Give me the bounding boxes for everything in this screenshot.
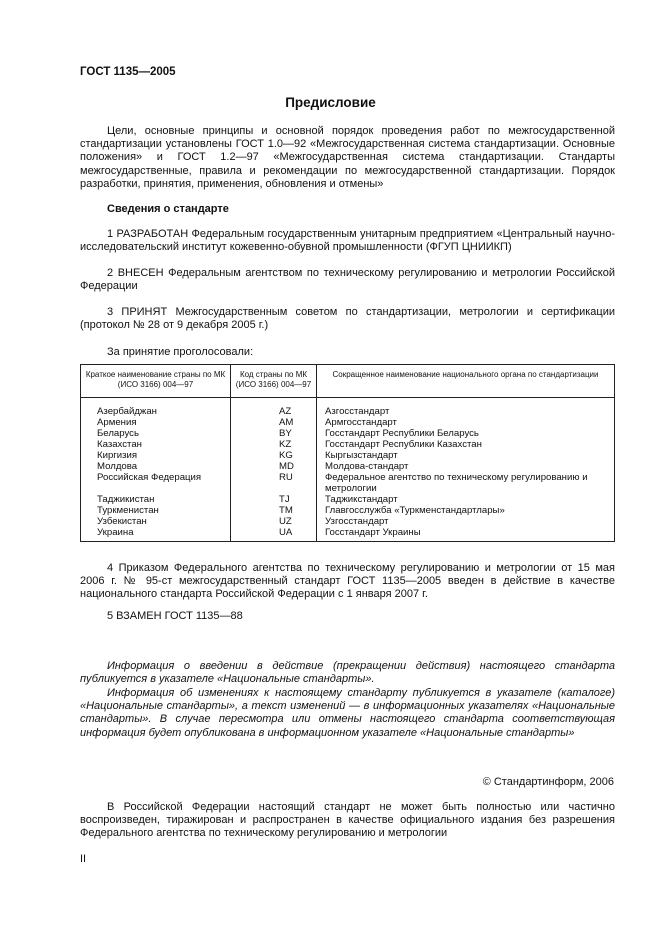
table-row bbox=[81, 494, 615, 505]
code-cell: TJ bbox=[231, 494, 317, 505]
page-number: II bbox=[80, 853, 87, 865]
intro-paragraph: Цели, основные принципы и основной порядок проведения работ по межгосударственной стандартизации установлены ГОСТ 1.0—92 «Межгосударственная система стандартизации. Основные положения» и ГОСТ 1.2—97 «Межгосударственная система стандартизации. Стандарты межгосударственные, правила и рекомендации по межгосударственной стандартизации. Порядок разработки, принятия, применения, обновления и отмены» bbox=[80, 125, 615, 190]
page-title: Предисловие bbox=[285, 95, 376, 110]
table-header-row bbox=[81, 365, 615, 398]
table-row bbox=[81, 527, 615, 542]
country-cell: Азербайджан bbox=[81, 398, 231, 418]
table-row bbox=[81, 398, 615, 418]
item-introduced: 2 ВНЕСЕН Федеральным агентством по техническому регулированию и метрологии Российской Федерации bbox=[80, 267, 615, 293]
body-cell: Азгосстандарт bbox=[317, 398, 615, 418]
code-cell: BY bbox=[231, 428, 317, 439]
country-cell: Узбекистан bbox=[81, 516, 231, 527]
country-cell: Армения bbox=[81, 417, 231, 428]
body-cell: Главгосслужба «Туркменстандартлары» bbox=[317, 505, 615, 516]
country-cell: Киргизия bbox=[81, 450, 231, 461]
code-cell: KG bbox=[231, 450, 317, 461]
item-replaces: 5 ВЗАМЕН ГОСТ 1135—88 bbox=[107, 610, 243, 622]
table-row bbox=[81, 461, 615, 472]
table-header-country: Краткое наименование страны по МК (ИСО 3166) 004—97 bbox=[81, 365, 231, 398]
code-cell: AZ bbox=[231, 398, 317, 418]
item-enacted: 4 Приказом Федерального агентства по техническому регулированию и метрологии от 15 мая 2006 г. № 95-ст межгосударственный стандарт ГОСТ 1135—2005 введен в действие в качестве национального стандарта Российской Федерации с 1 января 2007 г. bbox=[80, 562, 615, 601]
code-cell: KZ bbox=[231, 439, 317, 450]
country-cell: Беларусь bbox=[81, 428, 231, 439]
country-cell: Украина bbox=[81, 527, 231, 542]
body-cell: Госстандарт Украины bbox=[317, 527, 615, 542]
body-cell: Госстандарт Республики Беларусь bbox=[317, 428, 615, 439]
body-cell: Таджикстандарт bbox=[317, 494, 615, 505]
table-row bbox=[81, 450, 615, 461]
reproduction-notice: В Российской Федерации настоящий стандарт не может быть полностью или частично воспроизведен, тиражирован и распространен в качестве официального издания без разрешения Федерального агентства по техническому регулированию и метрологии bbox=[80, 801, 615, 840]
table-row bbox=[81, 417, 615, 428]
code-cell: UA bbox=[231, 527, 317, 542]
body-cell: Госстандарт Республики Казахстан bbox=[317, 439, 615, 450]
info-introduction-notice: Информация о введении в действие (прекращении действия) настоящего стандарта публикуется в указателе «Национальные стандарты». bbox=[80, 660, 615, 686]
body-cell: Армгосстандарт bbox=[317, 417, 615, 428]
table-row bbox=[81, 505, 615, 516]
body-cell: Узгосстандарт bbox=[317, 516, 615, 527]
code-cell: RU bbox=[231, 472, 317, 494]
document-code-header: ГОСТ 1135—2005 bbox=[80, 66, 176, 78]
country-cell: Таджикистан bbox=[81, 494, 231, 505]
info-changes-notice: Информация об изменениях к настоящему стандарту публикуется в указателе (каталоге) «Национальные стандарты», а текст изменений — в информационных указателях «Национальные стандарты». В случае пересмотра или отмены настоящего стандарта соответствующая информация будет опубликована в информационном указателе «Национальные стандарты» bbox=[80, 687, 615, 739]
code-cell: AM bbox=[231, 417, 317, 428]
country-cell: Молдова bbox=[81, 461, 231, 472]
code-cell: MD bbox=[231, 461, 317, 472]
table-row bbox=[81, 428, 615, 439]
body-cell: Кыргызстандарт bbox=[317, 450, 615, 461]
voted-label: За принятие проголосовали: bbox=[107, 346, 254, 358]
item-adopted: 3 ПРИНЯТ Межгосударственным советом по стандартизации, метрологии и сертификации (протокол № 28 от 9 декабря 2005 г.) bbox=[80, 306, 615, 332]
table-row bbox=[81, 472, 615, 494]
country-cell: Казахстан bbox=[81, 439, 231, 450]
table-header-body: Сокращенное наименование национального органа по стандартизации bbox=[317, 365, 615, 398]
country-cell: Российская Федерация bbox=[81, 472, 231, 494]
voting-table bbox=[80, 364, 615, 542]
code-cell: TM bbox=[231, 505, 317, 516]
code-cell: UZ bbox=[231, 516, 317, 527]
copyright-notice: © Стандартинформ, 2006 bbox=[482, 776, 614, 788]
standard-info-heading: Сведения о стандарте bbox=[107, 203, 229, 215]
body-cell: Федеральное агентство по техническому регулированию и метрологии bbox=[317, 472, 615, 494]
table-row bbox=[81, 439, 615, 450]
item-developed: 1 РАЗРАБОТАН Федеральным государственным унитарным предприятием «Центральный научно-исследовательский институт кожевенно-обувной промышленности (ФГУП ЦНИИКП) bbox=[80, 228, 615, 254]
table-row bbox=[81, 516, 615, 527]
country-cell: Туркменистан bbox=[81, 505, 231, 516]
body-cell: Молдова-стандарт bbox=[317, 461, 615, 472]
table-header-code: Код страны по МК (ИСО 3166) 004—97 bbox=[231, 365, 317, 398]
